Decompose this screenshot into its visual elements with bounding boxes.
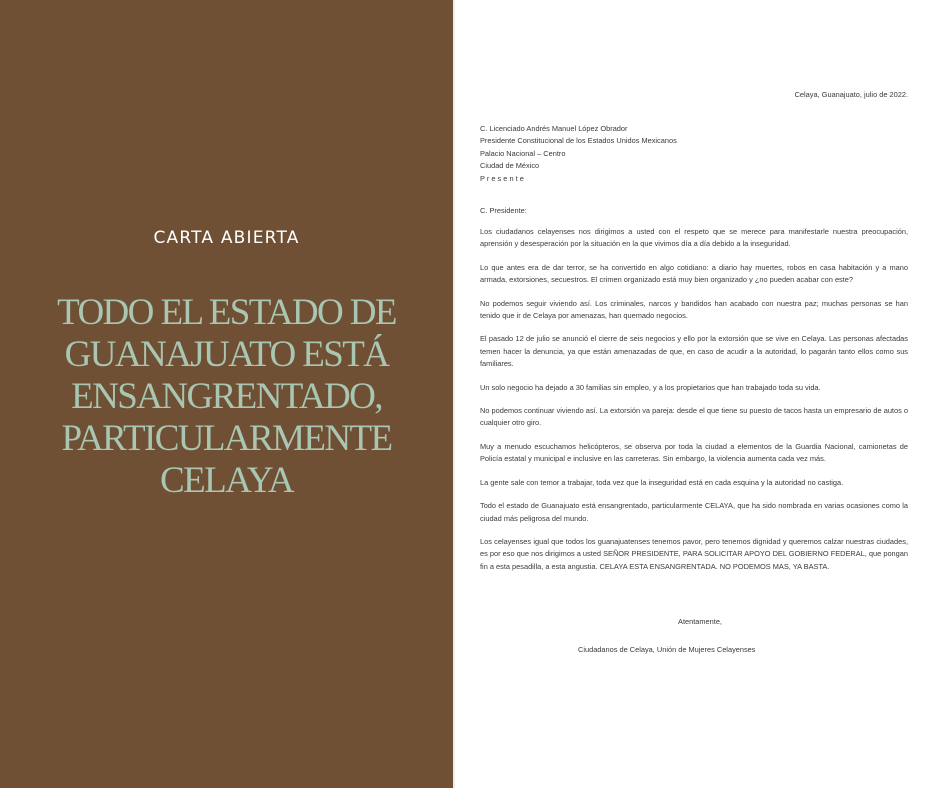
headline [0,292,453,502]
addressee-line: C. Licenciado Andrés Manuel López Obrador [480,124,628,133]
letter-paragraph: La gente sale con temor a trabajar, toda vez que la inseguridad está en cada esquina y la autoridad no castiga. [480,477,844,487]
headline-line: CELAYA [160,460,293,501]
letter-page [480,0,908,788]
letter-paragraph: No podemos continuar viviendo así. La extorsión va pareja: desde el que tiene su puesto de tacos hasta un empresario de autos o cualquier otro giro. [480,406,908,428]
addressee-line: Presidente Constitucional de los Estados Unidos Mexicanos [480,136,677,146]
headline-line: GUANAJUATO ESTÁ [64,334,389,375]
headline-line: PARTICULARMENTE [61,418,392,459]
letter-paragraph: Muy a menudo escuchamos helicópteros, se observa por toda la ciudad a elementos de la Guardia Nacional, camionetas de Policía estatal y municipal e inclusive en las carreteras. Sin embargo, la violencia aumenta cada vez más. [480,441,908,464]
page-edge-divider [453,0,455,788]
addressee-line: Palacio Nacional – Centro [480,148,566,158]
letter-greeting: C. Presidente: [480,206,527,215]
letter-paragraph: Todo el estado de Guanajuato está ensangrentado, particularmente CELAYA, que ha sido nombrada en varias ocasiones como la ciudad más peligrosa del mundo. [480,501,908,523]
letter-paragraph: El pasado 12 de julio se anunció el cierre de seis negocios y ello por la extorsión que se vive en Celaya. Las personas afectadas temen hacer la denuncia, ya que están amenazadas de que, en caso de acudir a la autoridad, lo pagarán tanto ellos como sus familiares. [480,334,908,369]
letter-addressee [480,123,677,185]
letter-paragraph: Los ciudadanos celayenses nos dirigimos a usted con el respeto que se merece para manifestarle nuestra preocupación, aprensión y desesperación por la situación en la que vivimos día a día debido a la inseguridad. [480,227,908,249]
letter-closing: Atentamente, [678,617,722,626]
addressee-line: Ciudad de México [480,161,540,171]
letter-paragraph: Un solo negocio ha dejado a 30 familias sin empleo, y a los propietarios que han trabajado toda su vida. [480,382,821,392]
letter-paragraph: No podemos seguir viviendo así. Los criminales, narcos y bandidos han acabado con nuestra paz; muchas personas se han tenido que ir de Celaya por amenazas, han quemado negocios. [480,298,908,321]
kicker-label: CARTA ABIERTA [153,228,300,248]
letter-date: Celaya, Guanajuato, julio de 2022. [794,90,908,99]
letter-signature: Ciudadanos de Celaya, Unión de Mujeres Celayenses [578,645,756,654]
cover-panel [0,0,453,788]
letter-paragraph: Los celayenses igual que todos los guanajuatenses tenemos pavor, pero tenemos dignidad y queremos calzar nuestras ciudades, es por eso que nos dirigimos a usted SEÑOR PRESIDENTE, PARA SOLICITAR APOYO DEL GOBIERNO FEDERAL, que pongan fin a esta pesadilla, a esta angustia. CELAYA ESTA ENSANGRENTADA. NO PODEMOS MAS, YA BASTA. [480,536,908,571]
letter-paragraph: Lo que antes era de dar terror, se ha convertido en algo cotidiano: a diario hay muertes, robos en casa habitación y a mano armada, extorsiones, secuestros. El crimen organizado está muy bien organizado y ¿no pueden acabar con este? [480,262,908,285]
addressee-line: P r e s e n t e [480,173,524,183]
headline-line: ENSANGRENTADO, [71,376,382,417]
letter-body [480,226,908,584]
headline-line: TODO EL ESTADO DE [57,292,396,333]
